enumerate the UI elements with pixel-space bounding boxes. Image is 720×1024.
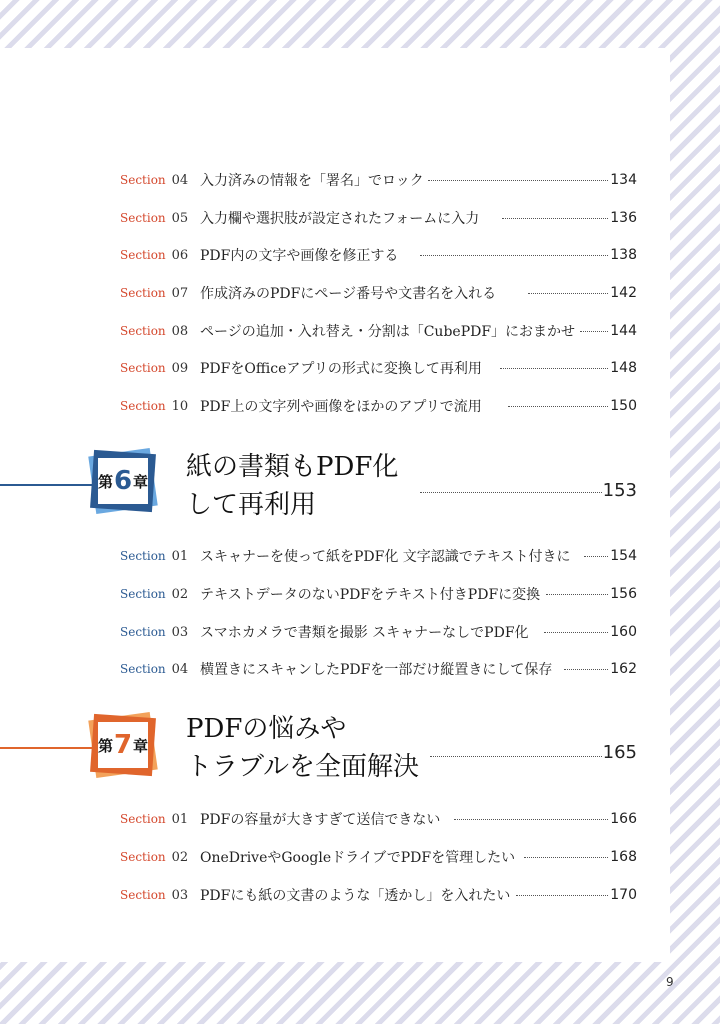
section-label: Section 08 <box>120 323 189 339</box>
dot-leader <box>454 819 608 820</box>
entry-title: 入力欄や選択肢が設定されたフォームに入力 <box>200 211 480 227</box>
chapter-title: PDFの悩みや トラブルを全面解決 <box>186 714 419 782</box>
chapter-page-number: 153 <box>602 480 637 501</box>
toc-entry[interactable] <box>0 657 670 681</box>
toc-entry[interactable] <box>0 168 670 192</box>
section-label: Section 01 <box>120 548 189 564</box>
entry-title: テキストデータのないPDFをテキスト付きPDFに変換 <box>200 587 541 603</box>
entry-title: PDFをOfficeアプリの形式に変換して再利用 <box>200 361 482 377</box>
page-number: 154 <box>610 548 637 564</box>
toc-entry[interactable] <box>0 394 670 418</box>
chapter-rule <box>0 747 100 749</box>
section-label: Section 02 <box>120 849 189 865</box>
toc-entry[interactable] <box>0 582 670 606</box>
dot-leader <box>428 180 608 181</box>
dot-leader <box>524 857 608 858</box>
toc-entry[interactable] <box>0 883 670 907</box>
section-label: Section 06 <box>120 247 189 263</box>
entry-title: スキャナーを使って紙をPDF化 文字認識でテキスト付きに <box>200 549 571 565</box>
entry-title: PDFの容量が大きすぎて送信できない <box>200 812 441 828</box>
page-number: 160 <box>610 624 637 640</box>
chapter-7-header[interactable] <box>0 702 670 798</box>
badge-label: 第 6 章 <box>96 456 150 506</box>
page-number: 136 <box>610 210 637 226</box>
chapter-6-badge <box>92 452 154 510</box>
entry-title: PDFにも紙の文書のような「透かし」を入れたい <box>200 888 511 904</box>
dot-leader <box>430 756 602 757</box>
toc-entry[interactable] <box>0 206 670 230</box>
section-label: Section 01 <box>120 811 189 827</box>
section-label: Section 04 <box>120 172 189 188</box>
page-number: 144 <box>610 323 637 339</box>
dot-leader <box>544 632 608 633</box>
toc-entry[interactable] <box>0 620 670 644</box>
section-label: Section 07 <box>120 285 189 301</box>
toc-entry[interactable] <box>0 281 670 305</box>
entry-title: ページの追加・入れ替え・分割は「CubePDF」におまかせ <box>200 324 576 340</box>
page-number: 166 <box>610 811 637 827</box>
dot-leader <box>528 293 608 294</box>
section-label: Section 04 <box>120 661 189 677</box>
dot-leader <box>516 895 608 896</box>
badge-label: 第 7 章 <box>96 720 150 770</box>
toc-entry[interactable] <box>0 544 670 568</box>
section-label: Section 10 <box>120 398 189 414</box>
section-label: Section 05 <box>120 210 189 226</box>
chapter-7-badge <box>92 716 154 774</box>
entry-title: OneDriveやGoogleドライブでPDFを管理したい <box>200 850 516 866</box>
entry-title: 横置きにスキャンしたPDFを一部だけ縦置きにして保存 <box>200 662 553 678</box>
toc-entry[interactable] <box>0 845 670 869</box>
section-label: Section 03 <box>120 624 189 640</box>
entry-title: 入力済みの情報を「署名」でロック <box>200 173 424 189</box>
entry-title: PDF内の文字や画像を修正する <box>200 248 399 264</box>
section-label: Section 02 <box>120 586 189 602</box>
section-label: Section 03 <box>120 887 189 903</box>
page-folio: 9 <box>666 975 674 989</box>
chapter-title: 紙の書類もPDF化 して再利用 <box>186 452 399 520</box>
dot-leader <box>420 255 608 256</box>
page-number: 138 <box>610 247 637 263</box>
chapter-rule <box>0 484 100 486</box>
chapter-6-header[interactable] <box>0 440 670 530</box>
page-number: 168 <box>610 849 637 865</box>
page-number: 148 <box>610 360 637 376</box>
dot-leader <box>502 218 608 219</box>
page-number: 150 <box>610 398 637 414</box>
page-number: 134 <box>610 172 637 188</box>
toc-entry[interactable] <box>0 356 670 380</box>
dot-leader <box>564 669 608 670</box>
toc-entry[interactable] <box>0 243 670 267</box>
entry-title: PDF上の文字列や画像をほかのアプリで流用 <box>200 399 482 415</box>
page-number: 162 <box>610 661 637 677</box>
section-label: Section 09 <box>120 360 189 376</box>
dot-leader <box>580 331 608 332</box>
dot-leader <box>508 406 608 407</box>
page-number: 170 <box>610 887 637 903</box>
dot-leader <box>500 368 608 369</box>
dot-leader <box>546 594 608 595</box>
toc-entry[interactable] <box>0 319 670 343</box>
chapter-page-number: 165 <box>602 742 637 763</box>
page-number: 156 <box>610 586 637 602</box>
entry-title: スマホカメラで書類を撮影 スキャナーなしでPDF化 <box>200 625 529 641</box>
page-number: 142 <box>610 285 637 301</box>
entry-title: 作成済みのPDFにページ番号や文書名を入れる <box>200 286 497 302</box>
dot-leader <box>584 556 608 557</box>
toc-entry[interactable] <box>0 807 670 831</box>
dot-leader <box>420 492 602 493</box>
